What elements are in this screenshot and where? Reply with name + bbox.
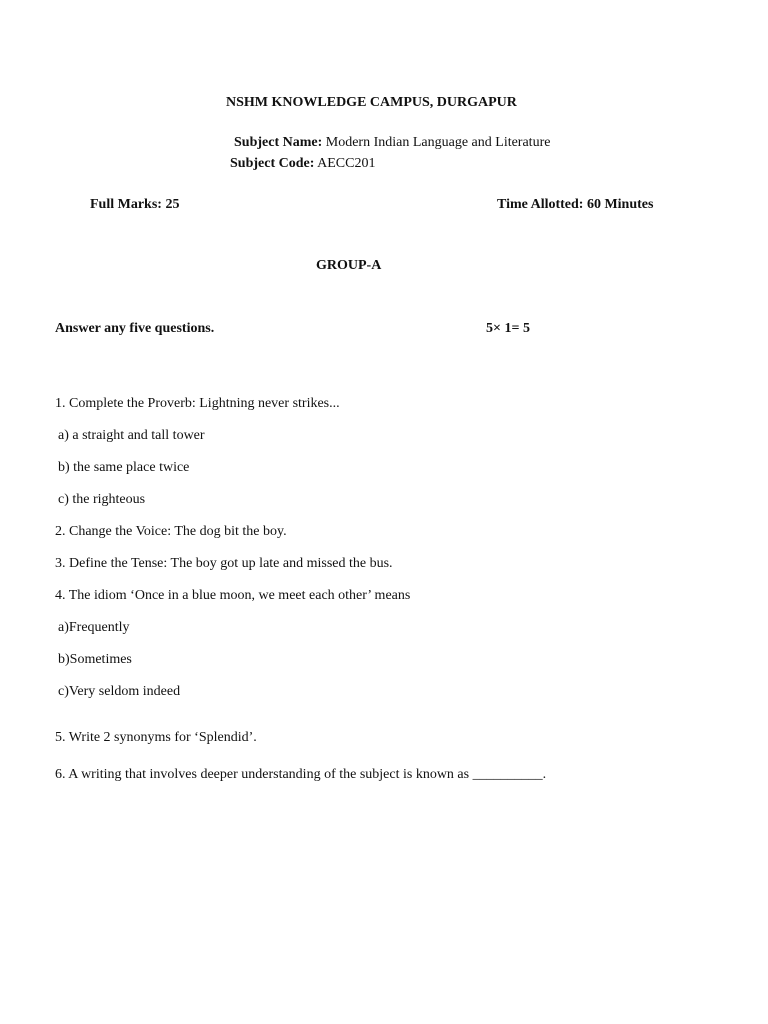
question-3: 3. Define the Tense: The boy got up late and missed the bus. bbox=[55, 556, 393, 571]
subject-name-line bbox=[234, 136, 550, 150]
question-4-option-b: b)Sometimes bbox=[58, 652, 132, 667]
question-1-option-a: a) a straight and tall tower bbox=[58, 428, 205, 443]
group-instruction: Answer any five questions. bbox=[55, 321, 215, 336]
question-1: 1. Complete the Proverb: Lightning never strikes... bbox=[55, 396, 340, 411]
question-4-option-a: a)Frequently bbox=[58, 620, 130, 635]
subject-name-label: Subject Name: bbox=[234, 135, 323, 150]
full-marks: Full Marks: 25 bbox=[90, 197, 180, 212]
question-4: 4. The idiom ‘Once in a blue moon, we meet each other’ means bbox=[55, 588, 411, 603]
subject-code-label: Subject Code: bbox=[230, 156, 315, 171]
group-title: GROUP-A bbox=[316, 258, 382, 273]
group-marks: 5× 1= 5 bbox=[486, 321, 530, 336]
question-5: 5. Write 2 synonyms for ‘Splendid’. bbox=[55, 730, 257, 745]
question-1-option-c: c) the righteous bbox=[58, 492, 146, 507]
subject-code-line bbox=[230, 157, 375, 171]
time-allotted: Time Allotted: 60 Minutes bbox=[497, 197, 654, 212]
question-2: 2. Change the Voice: The dog bit the boy. bbox=[55, 524, 287, 539]
question-4-option-c: c)Very seldom indeed bbox=[58, 684, 181, 699]
institution-title: NSHM KNOWLEDGE CAMPUS, DURGAPUR bbox=[226, 95, 517, 110]
subject-code-value: AECC201 bbox=[314, 156, 376, 171]
question-1-option-b: b) the same place twice bbox=[58, 460, 190, 475]
question-6: 6. A writing that involves deeper understanding of the subject is known as __________. bbox=[55, 767, 547, 782]
subject-name-value: Modern Indian Language and Literature bbox=[322, 135, 551, 150]
